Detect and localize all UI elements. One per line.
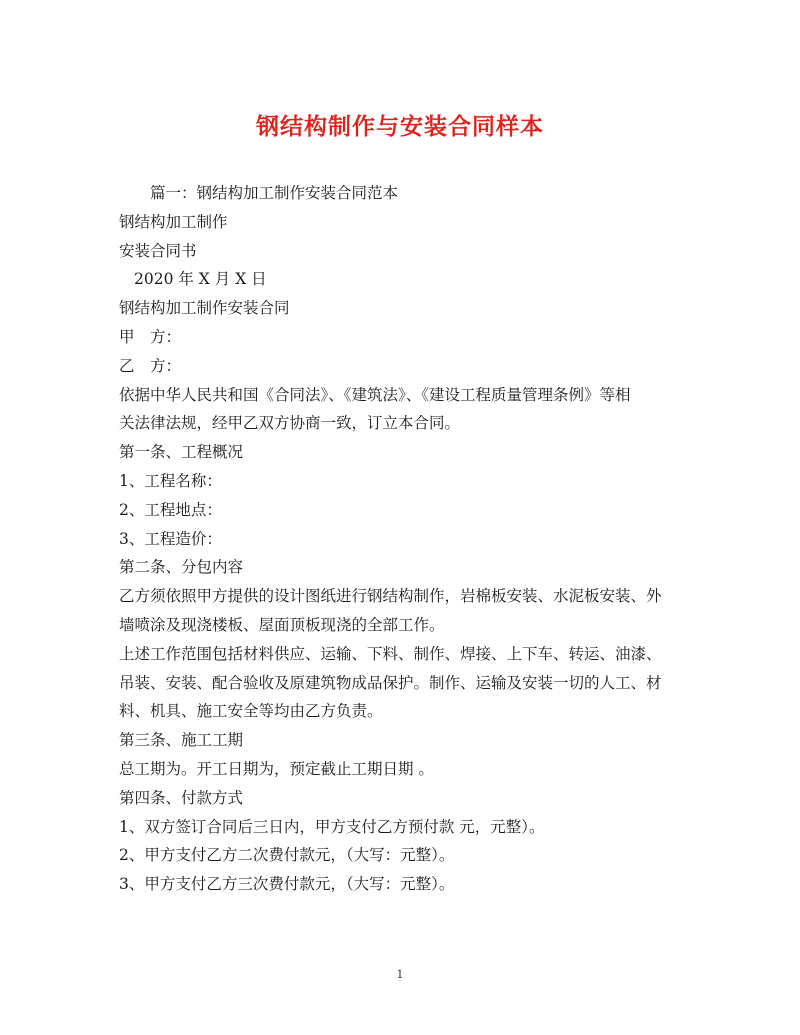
- text-line: 关法律法规，经甲乙双方协商一致，订立本合同。: [119, 414, 461, 433]
- list-item: 2、甲方支付乙方二次费付款元，（大写：元整）。: [119, 846, 455, 865]
- article-heading: 第三条、施工工期: [119, 731, 244, 750]
- list-item: 1、双方签订合同后三日内，甲方支付乙方预付款 元，元整）。: [119, 817, 545, 836]
- party-b-line: 乙 方：: [119, 356, 182, 375]
- text-line: 总工期为。开工日期为，预定截止工期日期 。: [119, 759, 434, 778]
- article-heading: 第一条、工程概况: [119, 443, 244, 462]
- document-title: 钢结构制作与安装合同样本: [256, 113, 544, 140]
- text-line: 吊装、安装、配合验收及原建筑物成品保护。制作、运输及安装一切的人工、材: [119, 673, 662, 692]
- party-a-line: 甲 方：: [119, 327, 182, 346]
- text-line: 钢结构加工制作安装合同: [119, 299, 290, 318]
- text-line: 乙方须依照甲方提供的设计图纸进行钢结构制作，岩棉板安装、水泥板安装、外: [119, 587, 662, 606]
- text-line: 依据中华人民共和国《合同法》、《建筑法》、《建设工程质量管理条例》等相: [119, 385, 631, 404]
- article-heading: 第四条、付款方式: [119, 788, 244, 807]
- text-line: 墙喷涂及现浇楼板、屋面顶板现浇的全部工作。: [119, 615, 445, 634]
- text-line: 钢结构加工制作: [119, 212, 228, 231]
- article-heading: 第二条、分包内容: [119, 558, 244, 577]
- text-line: 上述工作范围包括材料供应、运输、下料、制作、焊接、上下车、转运、油漆、: [119, 644, 662, 663]
- list-item: 3、甲方支付乙方三次费付款元，（大写：元整）。: [119, 875, 455, 894]
- document-body: [119, 179, 689, 899]
- section-heading: 篇一：钢结构加工制作安装合同范本: [150, 184, 399, 202]
- list-item: 3、工程造价：: [119, 529, 222, 548]
- text-line: 安装合同书: [119, 241, 197, 260]
- date-line: 2020 年 X 月 X 日: [134, 270, 267, 289]
- list-item: 2、工程地点：: [119, 500, 222, 519]
- list-item: 1、工程名称：: [119, 471, 222, 490]
- text-line: 料、机具、施工安全等均由乙方负责。: [119, 702, 383, 721]
- page-number: 1: [396, 968, 404, 981]
